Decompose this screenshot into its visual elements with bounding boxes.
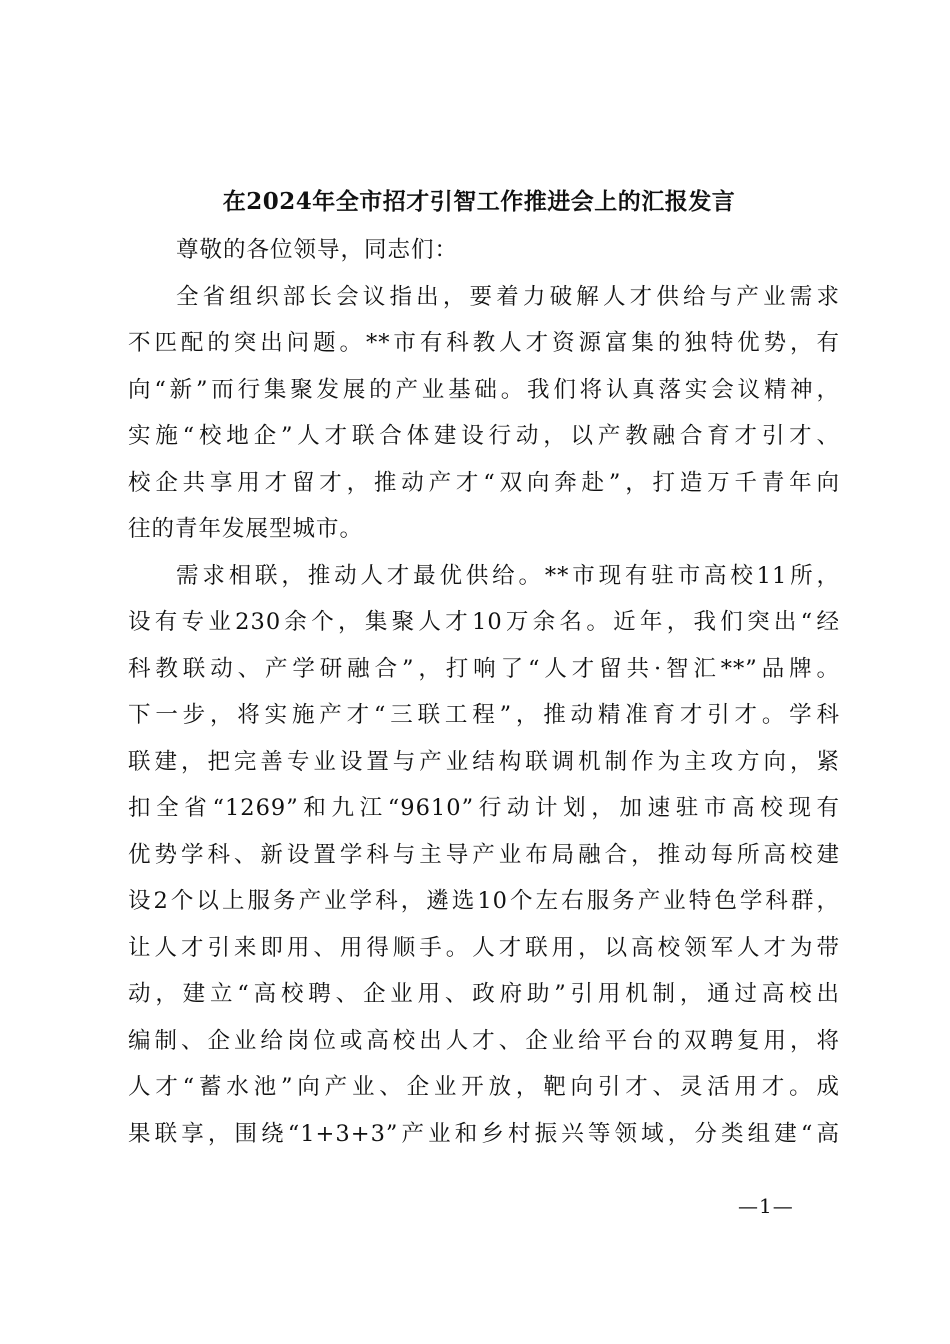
paragraph-1-line-1: 全省组织部长会议指出，要着力破解人才供给与产业需求 [176, 283, 840, 310]
paragraph-1-line-2: 不匹配的突出问题。**市有科教人才资源富集的独特优势，有 [128, 330, 840, 356]
paragraph-2-line-11: 编制、企业给岗位或高校出人才、企业给平台的双聘复用，将 [128, 1027, 840, 1054]
paragraph-2-line-5: 联建，把完善专业设置与产业结构联调机制作为主攻方向，紧 [128, 748, 840, 775]
paragraph-2-line-10: 动，建立“高校聘、企业用、政府助”引用机制，通过高校出 [128, 981, 840, 1007]
paragraph-2-line-6: 扣全省“1269”和九江“9610”行动计划，加速驻市高校现有 [128, 795, 840, 821]
paragraph-2-line-3: 科教联动、产学研融合”，打响了“人才留共·智汇**”品牌。 [128, 655, 840, 682]
salutation: 尊敬的各位领导，同志们： [176, 237, 459, 263]
paragraph-2-line-12: 人才“蓄水池”向产业、企业开放，靶向引才、灵活用才。成 [128, 1074, 840, 1100]
paragraph-2-line-9: 让人才引来即用、用得顺手。人才联用，以高校领军人才为带 [128, 934, 840, 961]
paragraph-2-line-13: 果联享，围绕“1+3+3”产业和乡村振兴等领域，分类组建“高 [128, 1120, 840, 1147]
paragraph-2-line-2: 设有专业230余个，集聚人才10万余名。近年，我们突出“经 [128, 609, 840, 635]
page-number: —1— [738, 1194, 794, 1218]
paragraph-2-line-7: 优势学科、新设置学科与主导产业布局融合，推动每所高校建 [128, 841, 840, 868]
paragraph-1-line-3: 向“新”而行集聚发展的产业基础。我们将认真落实会议精神， [128, 376, 840, 403]
paragraph-1-line-5: 校企共享用才留才，推动产才“双向奔赴”，打造万千青年向 [128, 469, 840, 496]
document-title: 在2024年全市招才引智工作推进会上的汇报发言 [222, 188, 736, 215]
paragraph-2-line-4: 下一步，将实施产才“三联工程”，推动精准育才引才。学科 [128, 702, 840, 728]
paragraph-2-line-1: 需求相联，推动人才最优供给。**市现有驻市高校11所， [176, 562, 840, 589]
paragraph-1-line-4: 实施“校地企”人才联合体建设行动，以产教融合育才引才、 [128, 423, 840, 449]
paragraph-2-line-8: 设2个以上服务产业学科，遴选10个左右服务产业特色学科群， [128, 888, 840, 914]
document-body [128, 227, 840, 1157]
paragraph-1-line-6: 往的青年发展型城市。 [128, 516, 364, 542]
